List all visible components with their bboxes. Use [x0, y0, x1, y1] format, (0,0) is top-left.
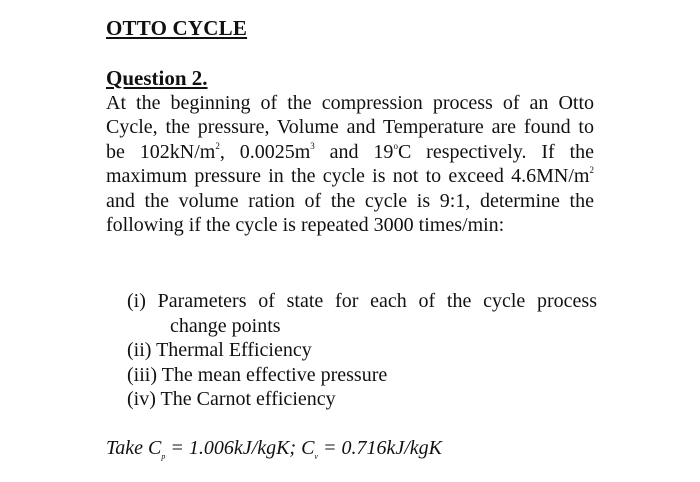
subscript: v — [314, 452, 318, 461]
part-text-continued: change points — [170, 314, 281, 337]
question-text: C respectively. If the maximum pressure in the cycle is not to exceed 4.6MN/m — [106, 140, 595, 188]
subscript: p — [161, 452, 166, 461]
question-text: and 19 — [314, 140, 394, 163]
question-heading: Question 2. — [106, 66, 208, 90]
given-text: = 1.006kJ/kgK; C — [165, 437, 315, 459]
question-text: At the beginning of the compression process of an Otto Cycle, the pressure, Volume and Temperature are found to be 102kN/m — [106, 92, 594, 163]
question-part: (ii) Thermal Efficiency — [127, 339, 312, 362]
question-text: and the volume ration of the cycle is 9:1, determine the following if the cycle is repeated 3000 times/min: — [106, 189, 594, 237]
question-text: , 0.0025m — [219, 140, 311, 163]
given-text: = 0.716kJ/kgK — [317, 437, 443, 459]
given-text: Take C — [106, 437, 162, 459]
superscript: o — [393, 140, 398, 151]
given-values — [106, 437, 442, 460]
question-part: (iv) The Carnot efficiency — [127, 388, 336, 411]
question-part — [127, 289, 597, 338]
superscript: 2 — [215, 140, 220, 151]
superscript: 3 — [310, 140, 315, 151]
document-title: OTTO CYCLE — [106, 16, 248, 40]
superscript: 2 — [589, 165, 594, 176]
question-body — [106, 91, 594, 237]
question-parts-list — [127, 289, 597, 412]
question-part: (iii) The mean effective pressure — [127, 363, 388, 386]
part-text: (i) Parameters of state for each of the cycle process — [127, 290, 597, 312]
